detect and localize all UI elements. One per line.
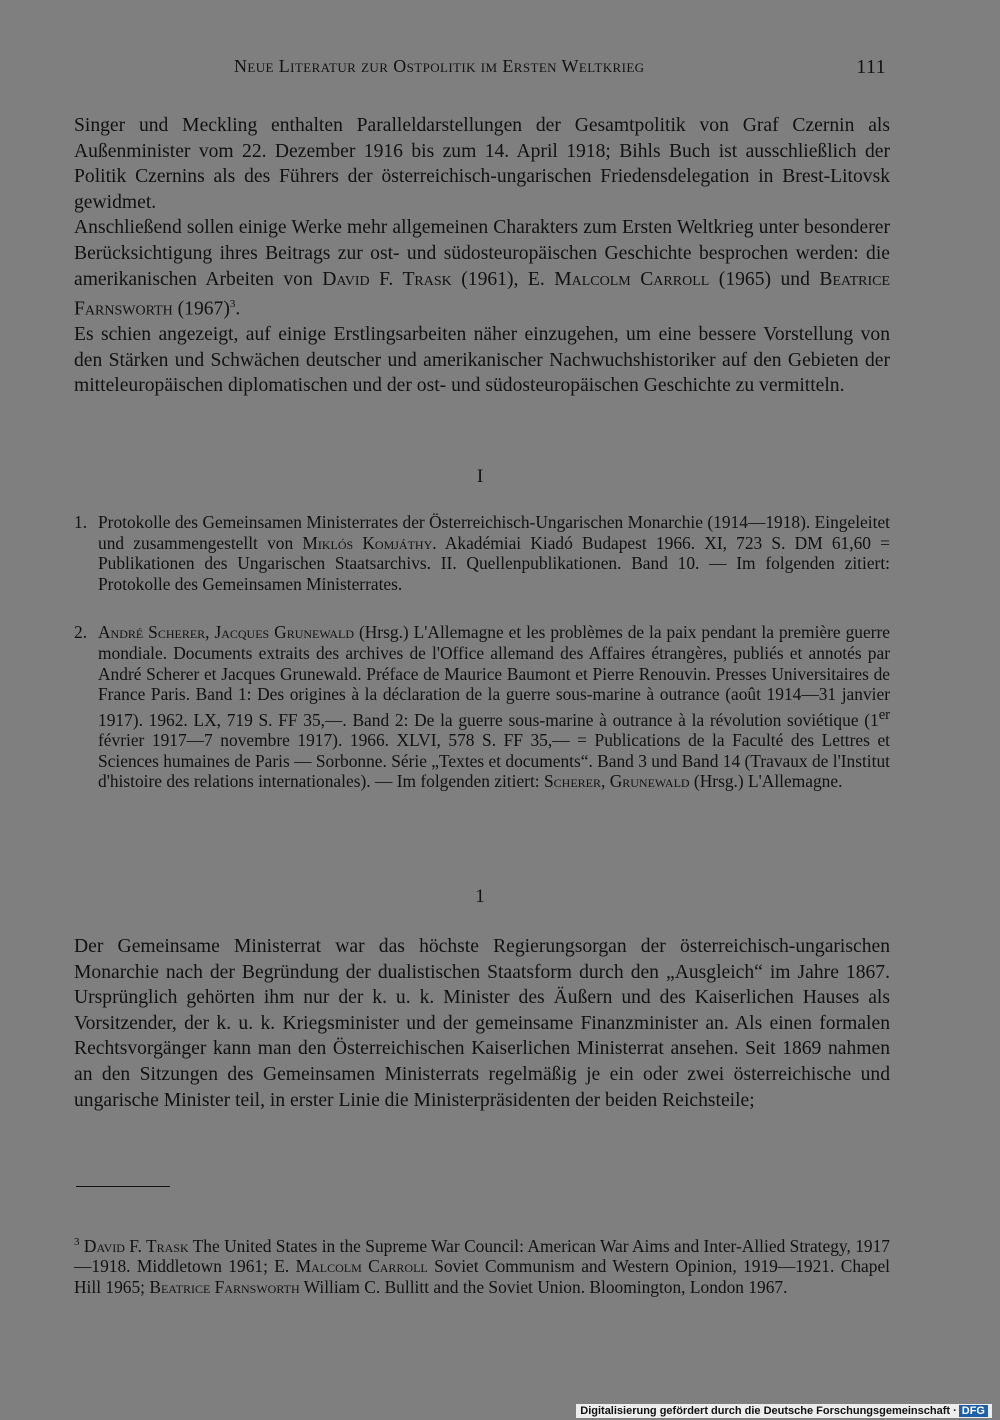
author-name: E. Malcolm Carroll (527, 268, 710, 290)
running-title: Neue Literatur zur Ostpolitik im Ersten Weltkrieg (234, 56, 645, 76)
text-run: Protokolle des Gemeinsamen Ministerrates der Österreichisch-Ungarischen Monarchie (1914—1918). Eingeleitet und zusammengestellt von (98, 512, 890, 553)
footnote (74, 1232, 890, 1298)
dfg-notice-text: Digitalisierung gefördert durch die Deutsche Forschungsgemeinschaft · (580, 1405, 957, 1417)
page-header (234, 56, 886, 86)
author-name: David F. Trask (83, 1235, 189, 1256)
reference-list (74, 512, 890, 820)
text-run: . (235, 298, 241, 320)
reference-number: 2. (74, 622, 88, 643)
text-run: février 1917—7 novembre 1917). 1966. XLVI, 578 S. FF 35,— = Publications de la Faculté des Lettres et Sciences humaines de Paris — Sorbonne. Série „Textes et documents“. Band 3 und Band 14 (Travaux de l'Institut d'histoire des relations internationales). — Im folgenden zitiert: (98, 730, 890, 792)
dfg-funding-notice (576, 1404, 992, 1418)
section-heading-arabic: 1 (475, 886, 485, 907)
text-run: . Akadémiai Kiadó Budapest 1966. XI, 723 S. DM 61,60 = Publikationen des Ungarischen Staatsarchivs. II. Quellenpublikationen. Band 10. — Im folgenden zitiert: Protokolle des Gemeinsamen Ministerrates. (98, 532, 890, 594)
author-name: David F. Trask (322, 268, 452, 290)
reference-number: 1. (74, 512, 88, 532)
text-run: (1967) (172, 298, 230, 320)
author-name: Scherer, Grunewald (543, 771, 690, 792)
author-name: Miklós Komjáthy (302, 532, 433, 553)
text-run: (1961), (451, 268, 528, 290)
text-run: William C. Bullitt and the Soviet Union. Bloomington, London 1967. (299, 1276, 788, 1297)
text-run: (Hrsg.) L'Allemagne. (689, 771, 843, 792)
section-1-text (74, 934, 890, 1113)
dfg-logo: DFG (959, 1405, 988, 1417)
text-run: Soviet Communism and Western Opinion, 1919—1921. Chapel Hill 1965; (74, 1256, 890, 1297)
paragraph: Singer und Meckling enthalten Paralleldarstellungen der Gesamtpolitik von Graf Czernin als Außenminister vom 22. Dezember 1916 bis zum 14. April 1918; Bihls Buch ist ausschließlich der Politik Czernins als des Führers der österreichisch-ungarischen Friedensdelegation in Brest-Litovsk gewidmet. (74, 115, 890, 213)
superscript: er (878, 706, 890, 723)
text-run: Anschließend sollen einige Werke mehr allgemeinen Charakters zum Ersten Weltkrieg unter besonderer Berücksichtigung ihres Beitrags zur ost- und südosteuropäischen Geschichte besprochen werden: die amerikanischen Arbeiten von (74, 217, 890, 290)
reference-item (74, 622, 890, 792)
reference-item (74, 512, 890, 594)
paragraph (74, 215, 890, 322)
footnote-ref: 3 (229, 298, 236, 311)
text-run: (1965) und (709, 268, 820, 290)
text-run: The United States in the Supreme War Council: American War Aims and Inter-Allied Strategy, 1917—1918. Middletown 1961; (74, 1235, 890, 1277)
paragraph: Es schien angezeigt, auf einige Erstlingsarbeiten näher einzugehen, um eine bessere Vorstellung von den Stärken und Schwächen deutscher und amerikanischer Nachwuchshistoriker auf den Gebieten der mitteleuropäischen diplomatischen und der ost- und südosteuropäischen Geschichte zu vermitteln. (74, 324, 890, 397)
page-number: 111 (856, 56, 886, 78)
author-name: E. Malcolm Carroll (274, 1256, 428, 1277)
footnote-mark: 3 (74, 1236, 80, 1248)
text-run: (Hrsg.) L'Allemagne et les problèmes de la paix pendant la première guerre mondiale. Documents extraits des archives de l'Office allemand des Affaires étrangères, publiés et annotés par André Scherer et Jacques Grunewald. Préface de Maurice Baumont et Pierre Renouvin. Presses Universitaires de France Paris. Band 1: Des origines à la déclaration de la guerre sous-marine à outrance (août 1914—31 janvier 1917). 1962. LX, 719 S. FF 35,—. Band 2: De la guerre sous-marine à outrance à la révolution soviétique (1 (98, 622, 890, 730)
author-name: Beatrice Farnsworth (149, 1276, 300, 1297)
intro-text (74, 113, 890, 399)
author-name: André Scherer, Jacques Grunewald (98, 622, 355, 643)
footnote-divider (76, 1186, 170, 1187)
paragraph: Der Gemeinsame Ministerrat war das höchste Regierungsorgan der österreichisch-ungarischen Monarchie nach der Begründung der dualistischen Staatsform durch den „Ausgleich“ im Jahre 1867. Ursprünglich gehörten ihm nur der k. u. k. Minister des Äußern und des Kaiserlichen Hauses als Vorsitzender, der k. u. k. Kriegsminister und der gemeinsame Finanzminister an. Als einen formalen Rechtsvorgänger kann man den Österreichischen Kaiserlichen Ministerrat ansehen. Seit 1869 nahmen an den Sitzungen des Gemeinsamen Ministerrats regelmäßig je ein oder zwei österreichische und ungarische Minister teil, in erster Linie die Ministerpräsidenten der beiden Reichsteile; (74, 936, 890, 1111)
author-name: Beatrice Farnsworth (74, 268, 891, 320)
section-heading-roman: I (476, 466, 484, 487)
